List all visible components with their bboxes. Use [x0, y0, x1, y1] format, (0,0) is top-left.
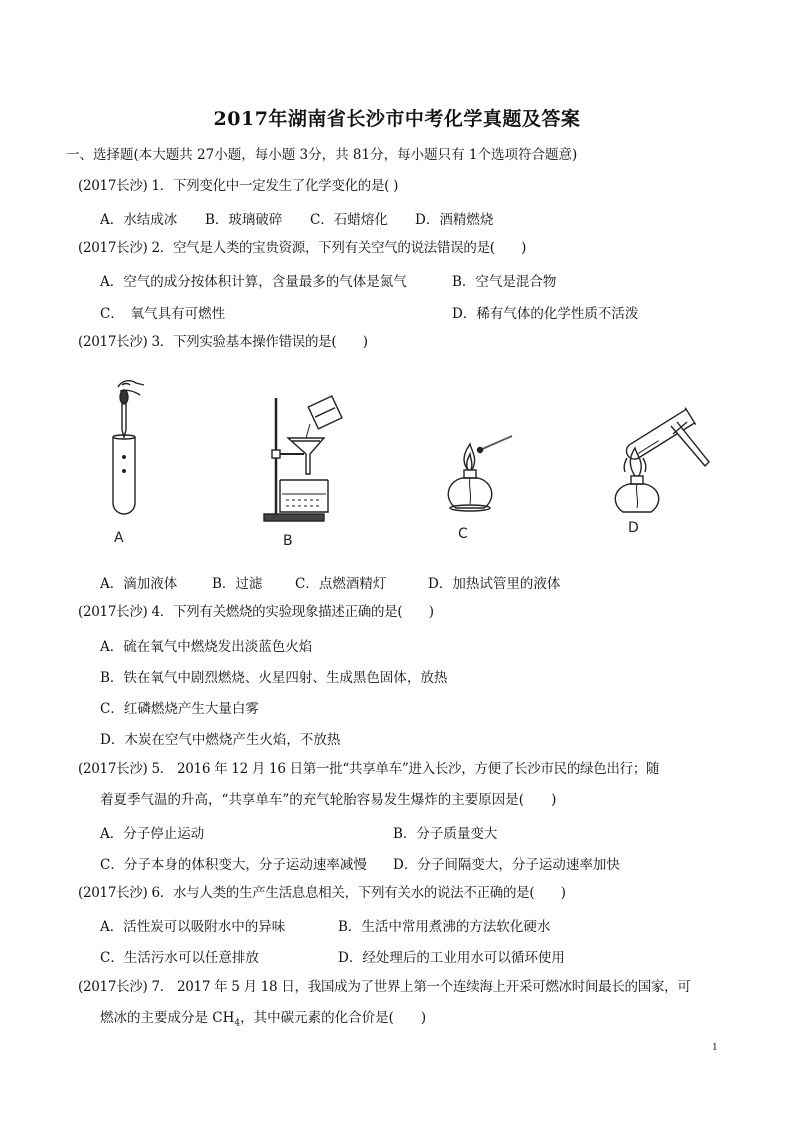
question-4-option-a: A．硫在氧气中燃烧发出淡蓝色火焰	[100, 639, 313, 655]
question-3-option-d: D．加热试管里的液体	[428, 576, 561, 592]
question-4-option-c: C．红磷燃烧产生大量白雾	[100, 701, 259, 717]
question-7-subscript: 4	[234, 1018, 241, 1029]
question-1-option-d: D．酒精燃烧	[415, 212, 494, 228]
question-5-option-b: B．分子质量变大	[393, 826, 498, 842]
question-1-option-c: C．石蜡熔化	[310, 212, 388, 228]
figure-label-b: B	[283, 533, 293, 549]
question-1-option-b: B．玻璃破碎	[205, 212, 283, 228]
page-title: 2017年湖南省长沙市中考化学真题及答案	[213, 108, 581, 130]
question-4-stem: (2017长沙) 4．下列有关燃烧的实验现象描述正确的是( )	[78, 604, 434, 620]
question-6-option-c: C．生活污水可以任意排放	[100, 950, 259, 966]
question-7-text-b: ，其中碳元素的化合价是( )	[240, 1010, 427, 1026]
question-3-option-b: B．过滤	[212, 576, 263, 592]
figure-b-filtration-illustration	[258, 388, 348, 528]
question-4-option-d: D．木炭在空气中燃烧产生火焰，不放热	[100, 732, 341, 748]
section-heading: 一、选择题(本大题共 27小题，每小题 3分，共 81分，每小题只有 1个选项符合题意)	[66, 147, 578, 163]
question-7-stem-continued	[100, 1009, 426, 1033]
question-5-stem-continued: 着夏季气温的升高，“共享单车”的充气轮胎容易发生爆炸的主要原因是( )	[100, 792, 557, 808]
question-2-option-d: D．稀有气体的化学性质不活泼	[452, 306, 639, 322]
page-number: 1	[712, 1041, 718, 1053]
figure-label-c: C	[458, 526, 468, 542]
figure-label-d: D	[628, 520, 639, 536]
figure-c-alcohol-lamp-illustration	[440, 430, 520, 520]
question-6-option-b: B．生活中常用煮沸的方法软化硬水	[338, 919, 551, 935]
question-4-option-b: B．铁在氧气中剧烈燃烧、火星四射、生成黑色固体，放热	[100, 670, 448, 686]
question-2-option-a: A．空气的成分按体积计算，含量最多的气体是氮气	[100, 274, 407, 290]
question-3-option-c: C．点燃酒精灯	[295, 576, 387, 592]
question-2-option-c: C． 氧气具有可燃性	[100, 306, 226, 322]
question-6-option-a: A．活性炭可以吸附水中的异味	[100, 919, 286, 935]
question-2-option-b: B．空气是混合物	[452, 274, 557, 290]
question-5-option-c: C．分子本身的体积变大，分子运动速率减慢	[100, 857, 367, 873]
figure-d-heating-test-tube-illustration	[605, 392, 715, 517]
question-2-stem: (2017长沙) 2．空气是人类的宝贵资源，下列有关空气的说法错误的是( )	[78, 240, 527, 256]
figure-label-a: A	[114, 530, 124, 546]
question-5-stem: (2017长沙) 5． 2016 年 12 月 16 日第一批“共享单车”进入长沙，方便了长沙市民的绿色出行；随	[78, 761, 660, 777]
question-3-stem: (2017长沙) 3．下列实验基本操作错误的是( )	[78, 334, 368, 350]
figure-a-dropper-illustration	[100, 375, 150, 520]
question-7-text-a: 燃冰的主要成分是 CH	[100, 1010, 235, 1026]
question-1-option-a: A．水结成冰	[100, 212, 178, 228]
question-6-option-d: D．经处理后的工业用水可以循环使用	[338, 950, 565, 966]
question-5-option-a: A．分子停止运动	[100, 826, 205, 842]
question-1-stem: (2017长沙) 1．下列变化中一定发生了化学变化的是( )	[78, 178, 399, 194]
question-3-option-a: A．滴加液体	[100, 576, 178, 592]
question-6-stem: (2017长沙) 6．水与人类的生产生活息息相关，下列有关水的说法不正确的是( )	[78, 885, 566, 901]
question-5-option-d: D．分子间隔变大，分子运动速率加快	[393, 857, 620, 873]
question-7-stem: (2017长沙) 7． 2017 年 5 月 18 日，我国成为了世界上第一个连续海上开采可燃冰时间最长的国家，可	[78, 979, 691, 995]
